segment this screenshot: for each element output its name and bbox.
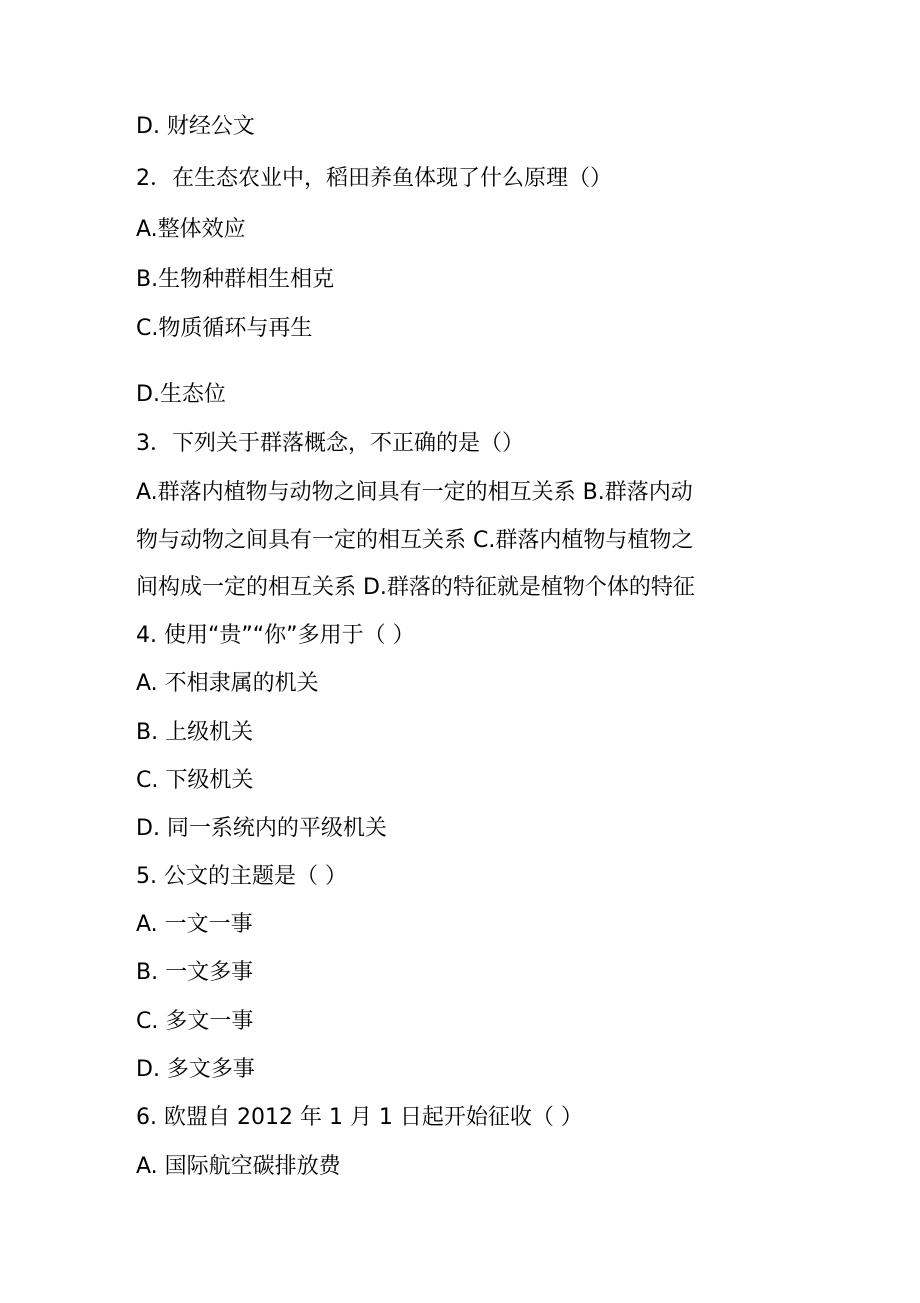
q1-option-d: D. 财经公文 <box>136 114 255 139</box>
q4-question: 4. 使用“贵”“你”多用于（ ） <box>136 623 415 648</box>
q2-option-a: A.整体效应 <box>136 217 246 242</box>
q5-option-c: C. 多文一事 <box>136 1009 254 1034</box>
q5-option-b: B. 一文多事 <box>136 960 254 985</box>
q5-question: 5. 公文的主题是（ ） <box>136 864 347 889</box>
q6-question: 6. 欧盟自 2012 年 1 月 1 日起开始征收（ ） <box>136 1105 583 1130</box>
q3-options-line-2: 物与动物之间具有一定的相互关系 C.群落内植物与植物之 <box>136 528 694 553</box>
q5-option-a: A. 一文一事 <box>136 912 253 937</box>
q3-options-line-1: A.群落内植物与动物之间具有一定的相互关系 B.群落内动 <box>136 480 693 505</box>
q3-options-line-3: 间构成一定的相互关系 D.群落的特征就是植物个体的特征 <box>136 575 695 600</box>
q2-option-b: B.生物种群相生相克 <box>136 267 335 292</box>
q4-option-d: D. 同一系统内的平级机关 <box>136 816 387 841</box>
q4-option-c: C. 下级机关 <box>136 768 254 793</box>
q2-option-c: C.物质循环与再生 <box>136 316 313 341</box>
q2-question: 2．在生态农业中，稻田养鱼体现了什么原理（） <box>136 166 612 191</box>
q5-option-d: D. 多文多事 <box>136 1057 255 1082</box>
q2-option-d: D.生态位 <box>136 382 226 407</box>
q6-option-a: A. 国际航空碳排放费 <box>136 1154 341 1179</box>
q4-option-b: B. 上级机关 <box>136 720 254 745</box>
q3-question: 3．下列关于群落概念，不正确的是（） <box>136 431 524 456</box>
q4-option-a: A. 不相隶属的机关 <box>136 671 319 696</box>
